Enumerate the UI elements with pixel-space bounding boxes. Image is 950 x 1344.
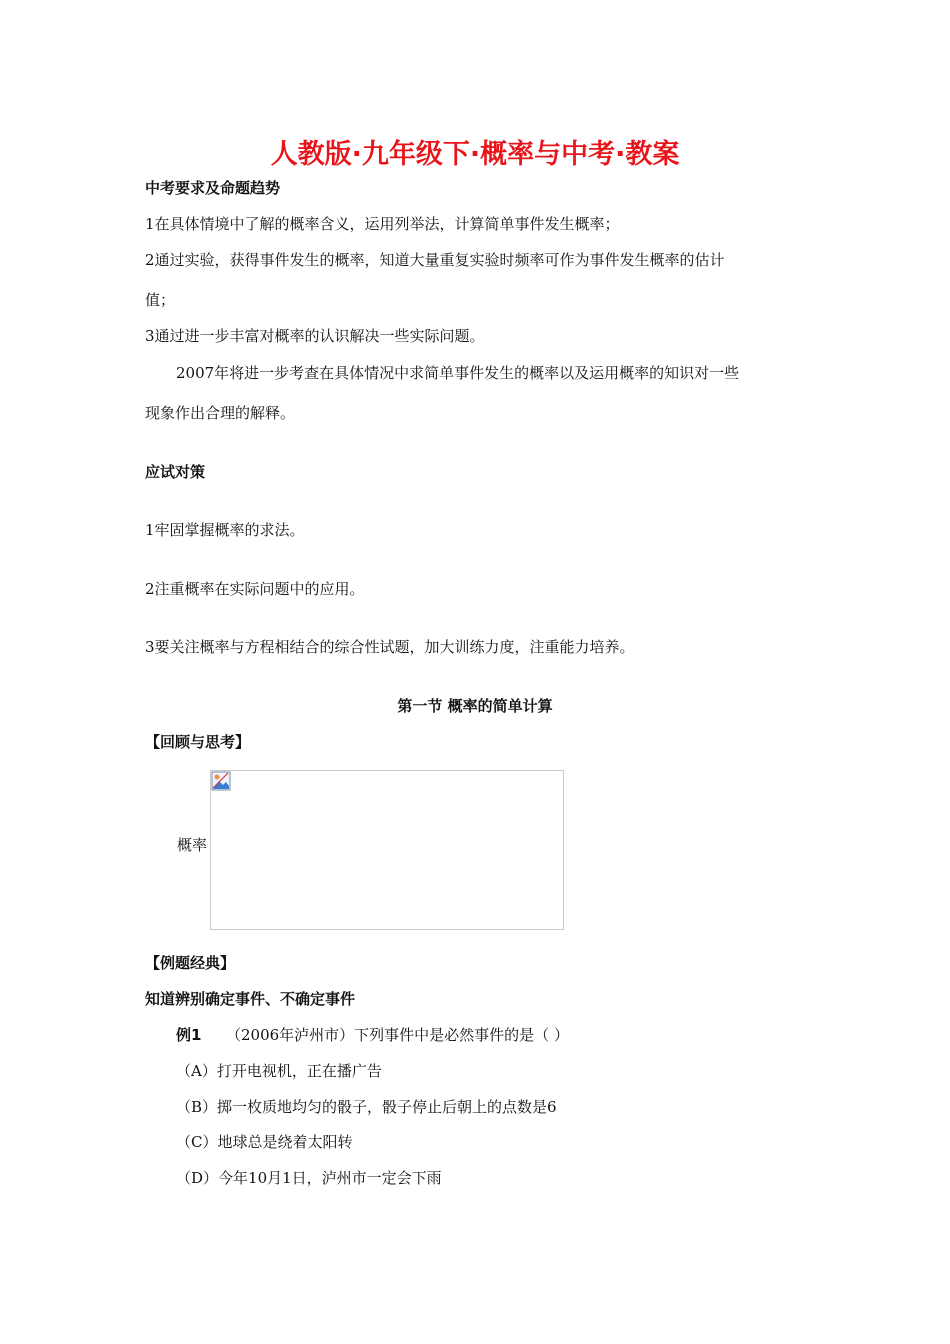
strategy-item-3: 3要关注概率与方程相结合的综合性试题，加大训练力度，注重能力培养。 (145, 638, 635, 656)
missing-figure-frame (210, 770, 564, 930)
trend-paragraph-line-1: 2007年将进一步考查在具体情况中求简单事件发生的概率以及运用概率的知识对一些 (176, 364, 740, 382)
trend-paragraph-line-2: 现象作出合理的解释。 (145, 404, 296, 422)
requirement-item-2: 2通过实验，获得事件发生的概率，知道大量重复实验时频率可作为事件发生概率的估计 (145, 251, 725, 269)
option-c: （C）地球总是绕着太阳转 (176, 1133, 353, 1151)
example-label: 例1 (176, 1026, 202, 1044)
option-a: （A）打开电视机，正在播广告 (176, 1062, 382, 1080)
section-title: 第一节 概率的简单计算 (397, 697, 553, 715)
broken-image-icon (211, 771, 231, 791)
option-b: （B）掷一枚质地均匀的骰子，骰子停止后朝上的点数是6 (176, 1098, 557, 1116)
review-heading: 【回顾与思考】 (145, 733, 251, 751)
section-heading-strategy: 应试对策 (145, 463, 206, 481)
option-d: （D）今年10月1日，泸州市一定会下雨 (176, 1169, 442, 1187)
examples-heading: 【例题经典】 (145, 954, 236, 972)
requirement-item-1: 1在具体情境中了解的概率含义，运用列举法，计算简单事件发生概率； (145, 215, 620, 233)
figure-label: 概率 (177, 836, 208, 854)
requirement-item-2-continued: 值； (145, 291, 176, 309)
topic-heading: 知道辨别确定事件、不确定事件 (145, 990, 356, 1008)
document-title: 人教版·九年级下·概率与中考·教案 (270, 139, 680, 170)
strategy-item-1: 1牢固掌握概率的求法。 (145, 521, 305, 539)
example-question: （2006年泸州市）下列事件中是必然事件的是（ ） (226, 1026, 569, 1044)
section-heading-requirements: 中考要求及命题趋势 (145, 179, 281, 197)
requirement-item-3: 3通过进一步丰富对概率的认识解决一些实际问题。 (145, 327, 485, 345)
strategy-item-2: 2注重概率在实际问题中的应用。 (145, 580, 365, 598)
